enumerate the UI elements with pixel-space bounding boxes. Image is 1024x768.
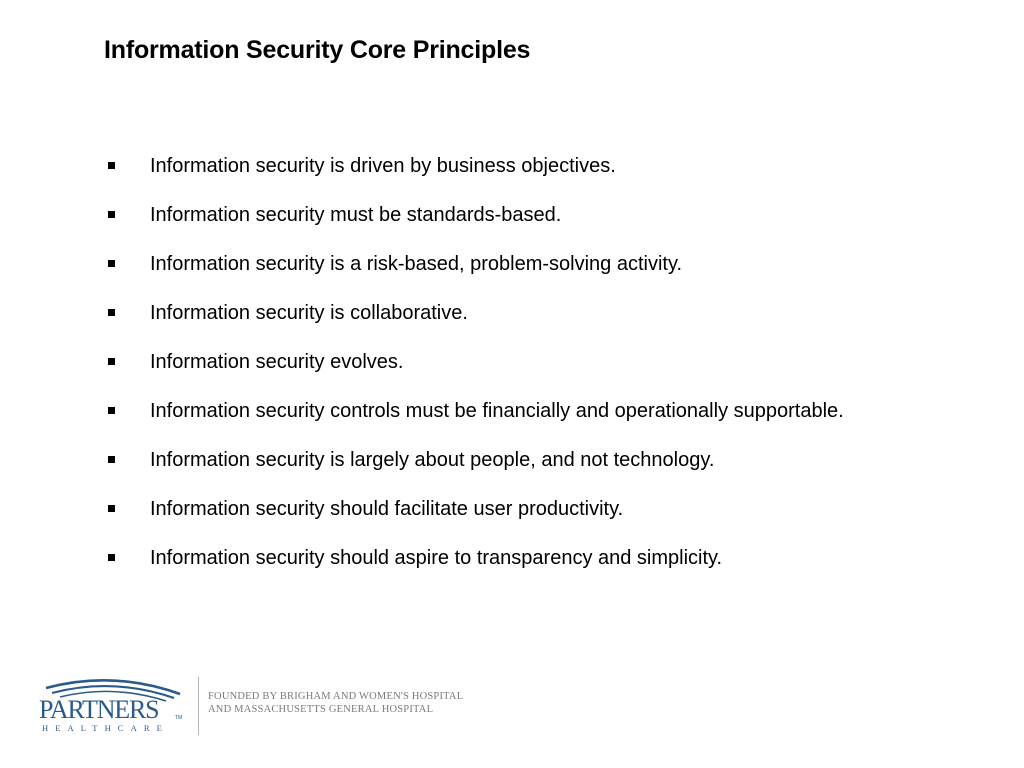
- bullet-item: [105, 243, 885, 286]
- founded-by-text: [208, 690, 463, 716]
- bullet-item: [105, 194, 885, 237]
- bullet-item: [105, 488, 885, 531]
- bullet-text: Information security is collaborative.: [150, 302, 468, 324]
- bullet-item: [105, 537, 885, 580]
- logo-wordmark: PARTNERS: [39, 695, 159, 724]
- footer: [38, 672, 498, 742]
- square-bullet-icon: [108, 554, 115, 561]
- bullet-text: Information security controls must be financially and operationally supportable.: [150, 400, 844, 422]
- partners-healthcare-logo: [38, 672, 188, 742]
- bullet-item: [105, 292, 885, 335]
- footer-divider: [198, 677, 199, 735]
- bullet-item: [105, 145, 885, 188]
- bullet-text: Information security evolves.: [150, 351, 404, 373]
- founded-line-2: AND MASSACHUSETTS GENERAL HOSPITAL: [208, 704, 434, 715]
- square-bullet-icon: [108, 260, 115, 267]
- bullet-list: [105, 145, 885, 586]
- square-bullet-icon: [108, 211, 115, 218]
- bullet-item: [105, 341, 885, 384]
- square-bullet-icon: [108, 358, 115, 365]
- bullet-text: Information security must be standards-based.: [150, 204, 562, 226]
- square-bullet-icon: [108, 456, 115, 463]
- square-bullet-icon: [108, 309, 115, 316]
- square-bullet-icon: [108, 407, 115, 414]
- logo-subtitle: HEALTHCARE: [42, 723, 169, 733]
- founded-line-1: FOUNDED BY BRIGHAM AND WOMEN'S HOSPITAL: [208, 691, 464, 702]
- bullet-text: Information security is a risk-based, problem-solving activity.: [150, 253, 683, 275]
- logo-trademark: TM: [175, 715, 183, 721]
- bullet-item: [105, 439, 885, 482]
- bullet-text: Information security should aspire to transparency and simplicity.: [150, 547, 723, 569]
- slide-title: Information Security Core Principles: [104, 36, 531, 64]
- square-bullet-icon: [108, 162, 115, 169]
- square-bullet-icon: [108, 505, 115, 512]
- bullet-text: Information security should facilitate user productivity.: [150, 498, 624, 520]
- bullet-text: Information security is driven by business objectives.: [150, 155, 616, 177]
- bullet-item: [105, 390, 885, 433]
- bullet-text: Information security is largely about people, and not technology.: [150, 449, 715, 471]
